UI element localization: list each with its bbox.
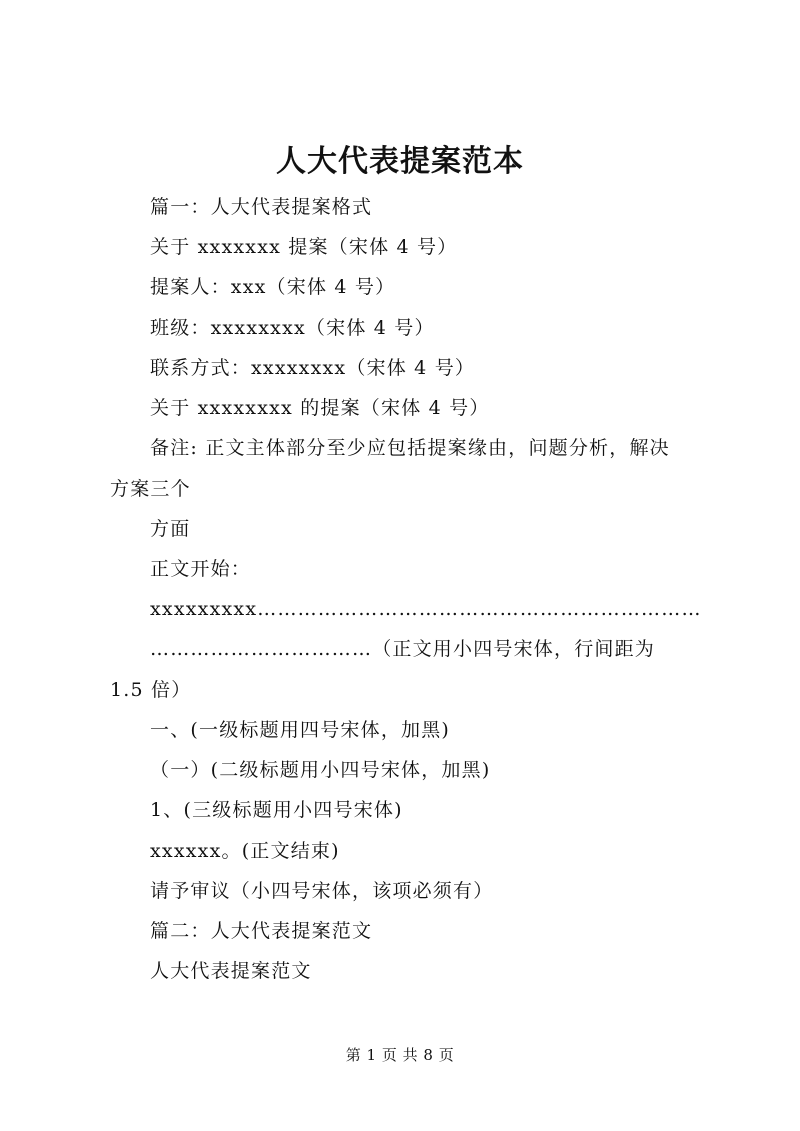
page-footer: 第 1 页 共 8 页	[345, 1046, 455, 1064]
text-line: 请予审议（小四号宋体，该项必须有）	[150, 880, 494, 902]
document-title: 人大代表提案范本	[276, 144, 524, 179]
text-line: 正文开始：	[150, 558, 252, 580]
text-line: 篇二：人大代表提案范文	[150, 920, 373, 942]
text-line: 备注: 正文主体部分至少应包括提案缘由，问题分析，解决	[150, 437, 670, 459]
text-line: 人大代表提案范文	[150, 960, 312, 982]
text-line: xxxxxx。(正文结束)	[150, 840, 340, 862]
text-line: 班级：xxxxxxxx（宋体 4 号）	[150, 317, 435, 339]
text-line: 联系方式：xxxxxxxx（宋体 4 号）	[150, 357, 476, 379]
text-line: 方面	[150, 518, 191, 540]
text-line: 关于 xxxxxxx 提案（宋体 4 号）	[150, 236, 458, 258]
text-line-continuation: 1.5 倍）	[110, 679, 192, 701]
heading-level-1: 一、(一级标题用四号宋体，加黑)	[150, 719, 451, 741]
text-line: 篇一：人大代表提案格式	[150, 196, 373, 218]
text-line: ……………………………（正文用小四号宋体，行间距为	[150, 638, 656, 660]
heading-level-2: （一）(二级标题用小四号宋体，加黑)	[150, 759, 491, 781]
text-line: xxxxxxxxx…………………………………………………………	[150, 598, 702, 620]
text-line: 关于 xxxxxxxx 的提案（宋体 4 号）	[150, 397, 490, 419]
text-line: 提案人：xxx（宋体 4 号）	[150, 276, 396, 298]
text-line-continuation: 方案三个	[110, 478, 191, 500]
heading-level-3: 1、(三级标题用小四号宋体)	[150, 799, 403, 821]
